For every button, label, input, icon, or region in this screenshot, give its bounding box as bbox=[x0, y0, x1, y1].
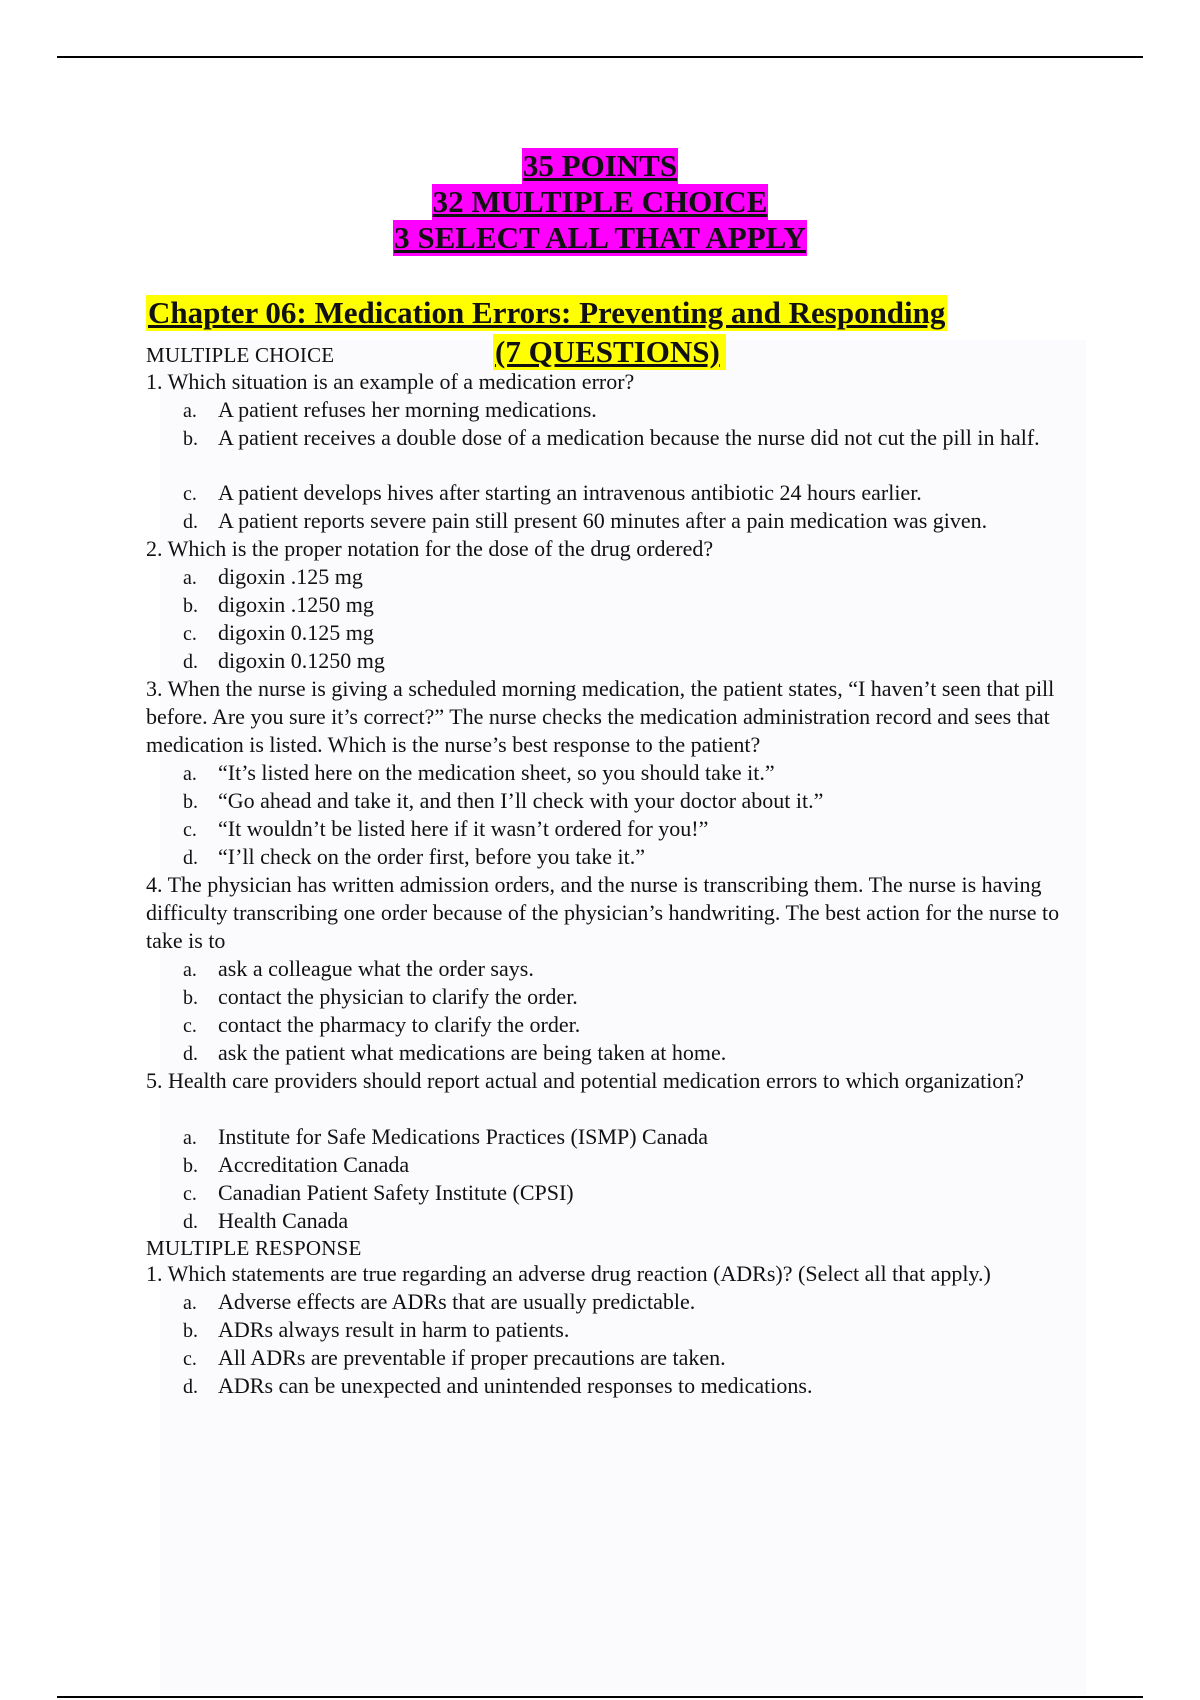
section-multiple-response: MULTIPLE RESPONSE bbox=[146, 1236, 362, 1260]
bottom-rule bbox=[57, 1696, 1143, 1698]
question-stem: 3. When the nurse is giving a scheduled morning medication, the patient states, “I haven’t seen that pill before. Are you sure it’s correct?” The nurse checks the medication administration record and sees that medication is listed. Which is the nurse’s best response to the patient? bbox=[146, 676, 1055, 757]
question-stem: 1. Which statements are true regarding an adverse drug reaction (ADRs)? (Select all that apply.) bbox=[146, 1261, 991, 1286]
option-text: digoxin .125 mg bbox=[218, 564, 363, 589]
option-text: digoxin 0.1250 mg bbox=[218, 648, 385, 673]
option-text: digoxin 0.125 mg bbox=[218, 620, 374, 645]
option-text: “It’s listed here on the medication sheet, so you should take it.” bbox=[218, 760, 775, 785]
answer-option bbox=[183, 955, 1083, 984]
option-letter: d. bbox=[183, 511, 198, 533]
question-stem: 2. Which is the proper notation for the dose of the drug ordered? bbox=[146, 536, 714, 561]
option-letter: c. bbox=[183, 623, 197, 645]
option-text: A patient reports severe pain still present 60 minutes after a pain medication was given. bbox=[218, 508, 988, 533]
option-letter: c. bbox=[183, 1348, 197, 1370]
answer-option bbox=[183, 1344, 1083, 1373]
option-letter: b. bbox=[183, 1320, 198, 1342]
points-header bbox=[0, 148, 1200, 256]
answer-option bbox=[183, 787, 1083, 816]
answer-option bbox=[183, 563, 1083, 592]
option-letter: a. bbox=[183, 959, 197, 981]
option-letter: c. bbox=[183, 483, 197, 505]
answer-option bbox=[183, 1039, 1083, 1068]
option-text: ask the patient what medications are being taken at home. bbox=[218, 1040, 727, 1065]
answer-option bbox=[183, 1179, 1083, 1208]
option-text: “It wouldn’t be listed here if it wasn’t ordered for you!” bbox=[218, 816, 709, 841]
question-count: (7 QUESTIONS) bbox=[493, 334, 726, 370]
answer-option bbox=[183, 619, 1083, 648]
option-letter: b. bbox=[183, 595, 198, 617]
answer-option bbox=[183, 424, 1083, 453]
option-text: Institute for Safe Medications Practices (ISMP) Canada bbox=[218, 1124, 708, 1149]
option-text: Accreditation Canada bbox=[218, 1152, 410, 1177]
option-letter: d. bbox=[183, 1043, 198, 1065]
option-text: “Go ahead and take it, and then I’ll check with your doctor about it.” bbox=[218, 788, 824, 813]
option-text: digoxin .1250 mg bbox=[218, 592, 374, 617]
answer-option bbox=[183, 1123, 1083, 1152]
select-all-count: 3 SELECT ALL THAT APPLY bbox=[394, 220, 806, 255]
option-text: A patient develops hives after starting an intravenous antibiotic 24 hours earlier. bbox=[218, 480, 922, 505]
option-text: contact the pharmacy to clarify the order. bbox=[218, 1012, 581, 1037]
option-text: A patient receives a double dose of a medication because the nurse did not cut the pill in half. bbox=[218, 425, 1040, 450]
question-stem: 5. Health care providers should report actual and potential medication errors to which organization? bbox=[146, 1068, 1025, 1093]
answer-option bbox=[183, 1207, 1083, 1236]
answer-option bbox=[183, 843, 1083, 872]
option-text: ADRs always result in harm to patients. bbox=[218, 1317, 570, 1342]
option-letter: c. bbox=[183, 1183, 197, 1205]
answer-option bbox=[183, 647, 1083, 676]
option-letter: a. bbox=[183, 1292, 197, 1314]
total-points: 35 POINTS bbox=[522, 148, 678, 183]
option-letter: c. bbox=[183, 819, 197, 841]
option-letter: a. bbox=[183, 400, 197, 422]
answer-option bbox=[183, 1011, 1083, 1040]
option-letter: d. bbox=[183, 847, 198, 869]
answer-option bbox=[183, 815, 1083, 844]
multiple-choice-count: 32 MULTIPLE CHOICE bbox=[432, 184, 768, 219]
option-text: Adverse effects are ADRs that are usually predictable. bbox=[218, 1289, 696, 1314]
option-letter: c. bbox=[183, 1015, 197, 1037]
option-text: A patient refuses her morning medications. bbox=[218, 397, 597, 422]
answer-option bbox=[183, 479, 1083, 508]
option-letter: d. bbox=[183, 651, 198, 673]
answer-option bbox=[183, 759, 1083, 788]
answer-option bbox=[183, 1372, 1083, 1401]
answer-option bbox=[183, 983, 1083, 1012]
question-stem: 1. Which situation is an example of a medication error? bbox=[146, 369, 635, 394]
option-letter: d. bbox=[183, 1211, 198, 1233]
option-letter: b. bbox=[183, 428, 198, 450]
chapter-title: Chapter 06: Medication Errors: Preventing and Responding bbox=[148, 295, 946, 330]
top-rule bbox=[57, 56, 1143, 58]
option-letter: a. bbox=[183, 1127, 197, 1149]
section-multiple-choice: MULTIPLE CHOICE bbox=[146, 343, 335, 367]
answer-option bbox=[183, 591, 1083, 620]
answer-option bbox=[183, 396, 1083, 425]
option-letter: b. bbox=[183, 791, 198, 813]
option-letter: b. bbox=[183, 987, 198, 1009]
answer-option bbox=[183, 507, 1083, 536]
option-text: ask a colleague what the order says. bbox=[218, 956, 534, 981]
option-text: “I’ll check on the order first, before you take it.” bbox=[218, 844, 645, 869]
option-text: Health Canada bbox=[218, 1208, 349, 1233]
option-text: contact the physician to clarify the order. bbox=[218, 984, 578, 1009]
answer-option bbox=[183, 1288, 1083, 1317]
question-stem: 4. The physician has written admission orders, and the nurse is transcribing them. The nurse is having difficulty transcribing one order because of the physician’s handwriting. The best action for the nurse to take is to bbox=[146, 872, 1060, 953]
answer-option bbox=[183, 1316, 1083, 1345]
answer-option bbox=[183, 1151, 1083, 1180]
option-letter: d. bbox=[183, 1376, 198, 1398]
option-text: All ADRs are preventable if proper precautions are taken. bbox=[218, 1345, 726, 1370]
option-text: Canadian Patient Safety Institute (CPSI) bbox=[218, 1180, 574, 1205]
option-text: ADRs can be unexpected and unintended responses to medications. bbox=[218, 1373, 813, 1398]
option-letter: a. bbox=[183, 567, 197, 589]
option-letter: b. bbox=[183, 1155, 198, 1177]
option-letter: a. bbox=[183, 763, 197, 785]
